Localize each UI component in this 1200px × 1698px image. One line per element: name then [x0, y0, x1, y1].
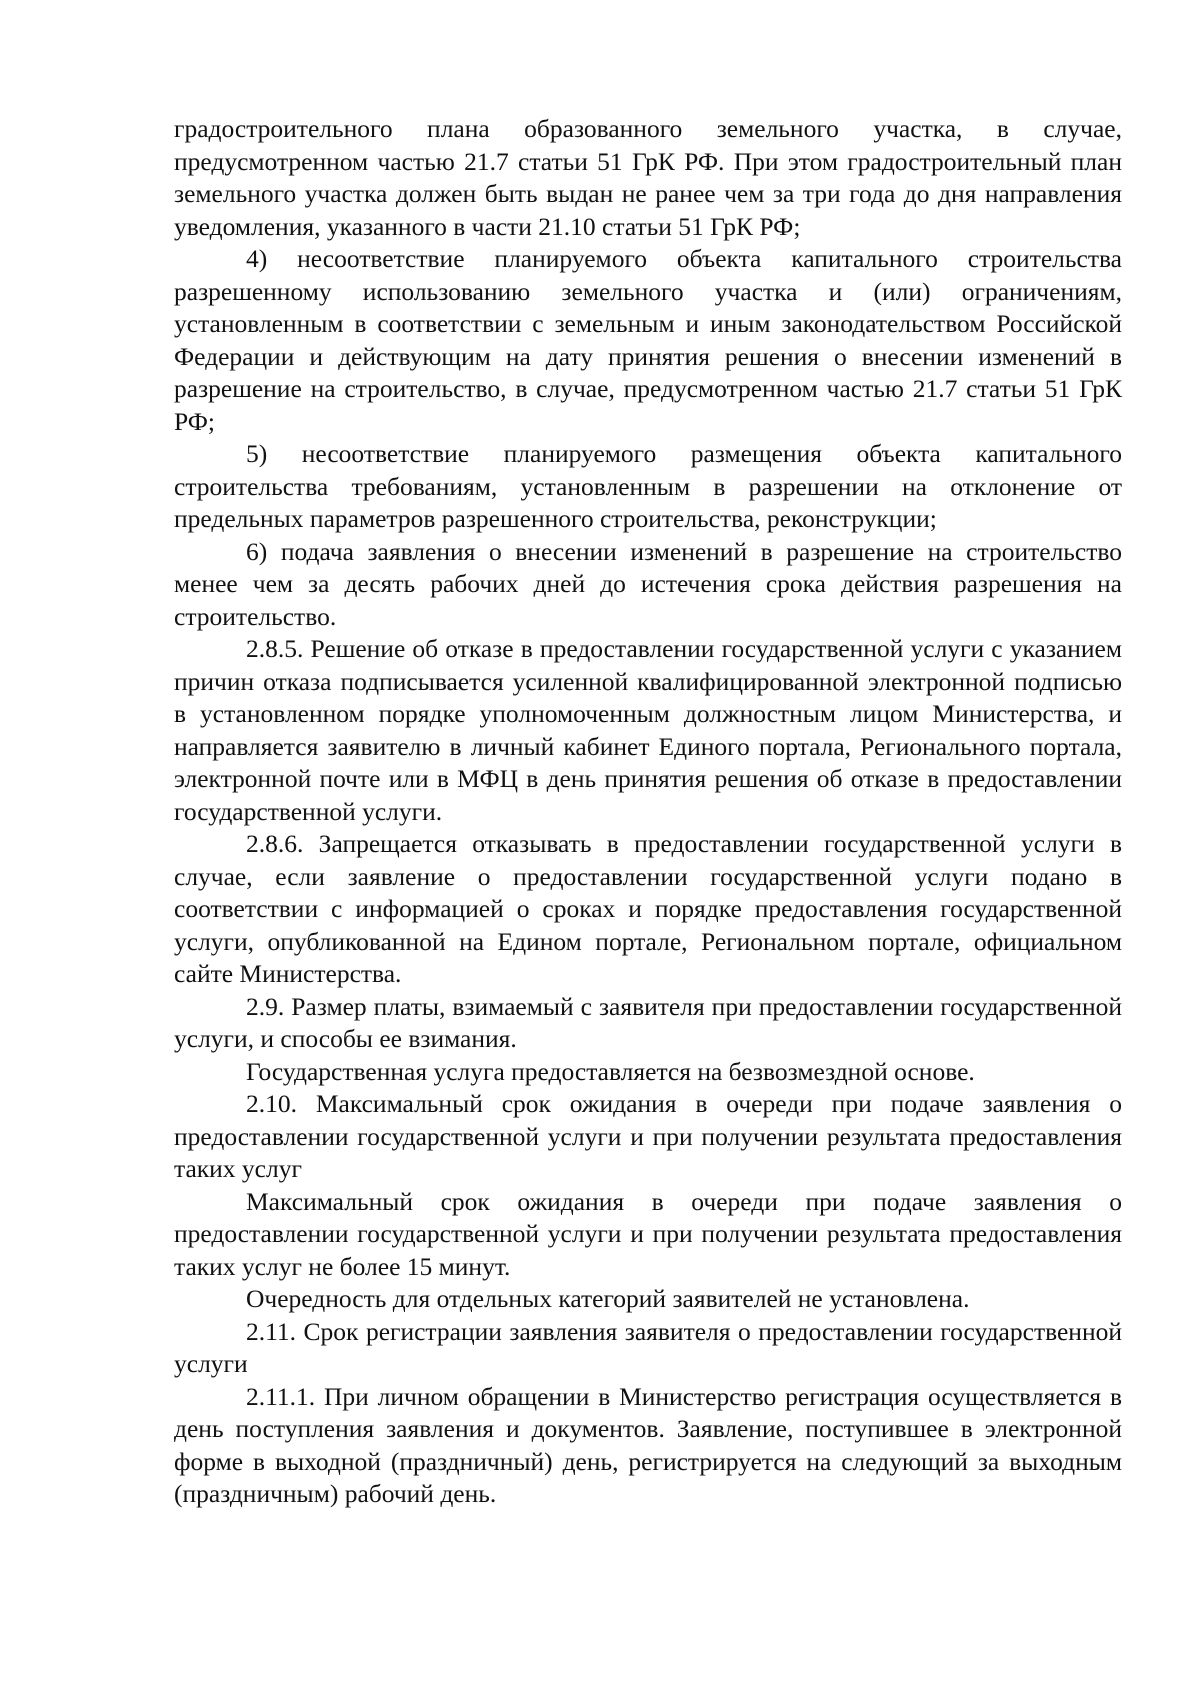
paragraph-2-11: 2.11. Срок регистрации заявления заявителя о предоставлении государственной услуги	[174, 1316, 1122, 1378]
paragraph-item-5: 5) несоответствие планируемого размещения объекта капитального строительства требованиям, установленным в разрешении на отклонение от предельных параметров разрешенного строительства, реконструкции;	[174, 439, 1122, 533]
paragraph-2-10: 2.10. Максимальный срок ожидания в очереди при подаче заявления о предоставлении государственной услуги и при получении результата предоставления таких услуг	[174, 1089, 1122, 1183]
paragraph-item-6: 6) подача заявления о внесении изменений в разрешение на строительство менее чем за десять рабочих дней до истечения срока действия разрешения на строительство.	[174, 536, 1122, 631]
paragraph-2-8-6: 2.8.6. Запрещается отказывать в предоставлении государственной услуги в случае, если заявление о предоставлении государственной услуги подано в соответствии с информацией о сроках и порядке предоставления государственной услуги, опубликованной на Едином портале, Региональном портале, официальном сайте Министерства.	[174, 829, 1122, 988]
paragraph-max-wait-time: Максимальный срок ожидания в очереди при подаче заявления о предоставлении государственной услуги и при получении результата предоставления таких услуг не более 15 минут.	[174, 1186, 1122, 1281]
paragraph-priority-order: Очередность для отдельных категорий заявителей не установлена.	[246, 1284, 970, 1313]
paragraph-2-11-1: 2.11.1. При личном обращении в Министерство регистрация осуществляется в день поступления заявления и документов. Заявление, поступившее в электронной форме в выходной (праздничный) день, регистрируется на следующий за выходным (праздничным) рабочий день.	[174, 1381, 1122, 1508]
paragraph-2-8-5: 2.8.5. Решение об отказе в предоставлении государственной услуги с указанием причин отказа подписывается усиленной квалифицированной электронной подписью в установленном порядке уполномоченным должностным лицом Министерства, и направляется заявителю в личный кабинет Единого портала, Регионального портала, электронной почте или в МФЦ в день принятия решения об отказе в предоставлении государственной услуги.	[174, 634, 1122, 826]
paragraph-2-9: 2.9. Размер платы, взимаемый с заявителя при предоставлении государственной услуги, и способы ее взимания.	[174, 991, 1122, 1053]
document-page	[174, 113, 1122, 1511]
paragraph-free-of-charge: Государственная услуга предоставляется на безвозмездной основе.	[246, 1056, 975, 1086]
paragraph-gradplan-continuation: градостроительного плана образованного земельного участка, в случае, предусмотренном частью 21.7 статьи 51 ГрК РФ. При этом градостроительный план земельного участка должен быть выдан не ранее чем за три года до дня направления уведомления, указанного в части 21.10 статьи 51 ГрК РФ;	[174, 114, 1122, 241]
paragraph-item-4: 4) несоответствие планируемого объекта капитального строительства разрешенному использованию земельного участка и (или) ограничениям, установленным в соответствии с земельным и иным законодательством Российской Федерации и действующим на дату принятия решения о внесении изменений в разрешение на строительство, в случае, предусмотренном частью 21.7 статьи 51 ГрК РФ;	[174, 244, 1122, 436]
